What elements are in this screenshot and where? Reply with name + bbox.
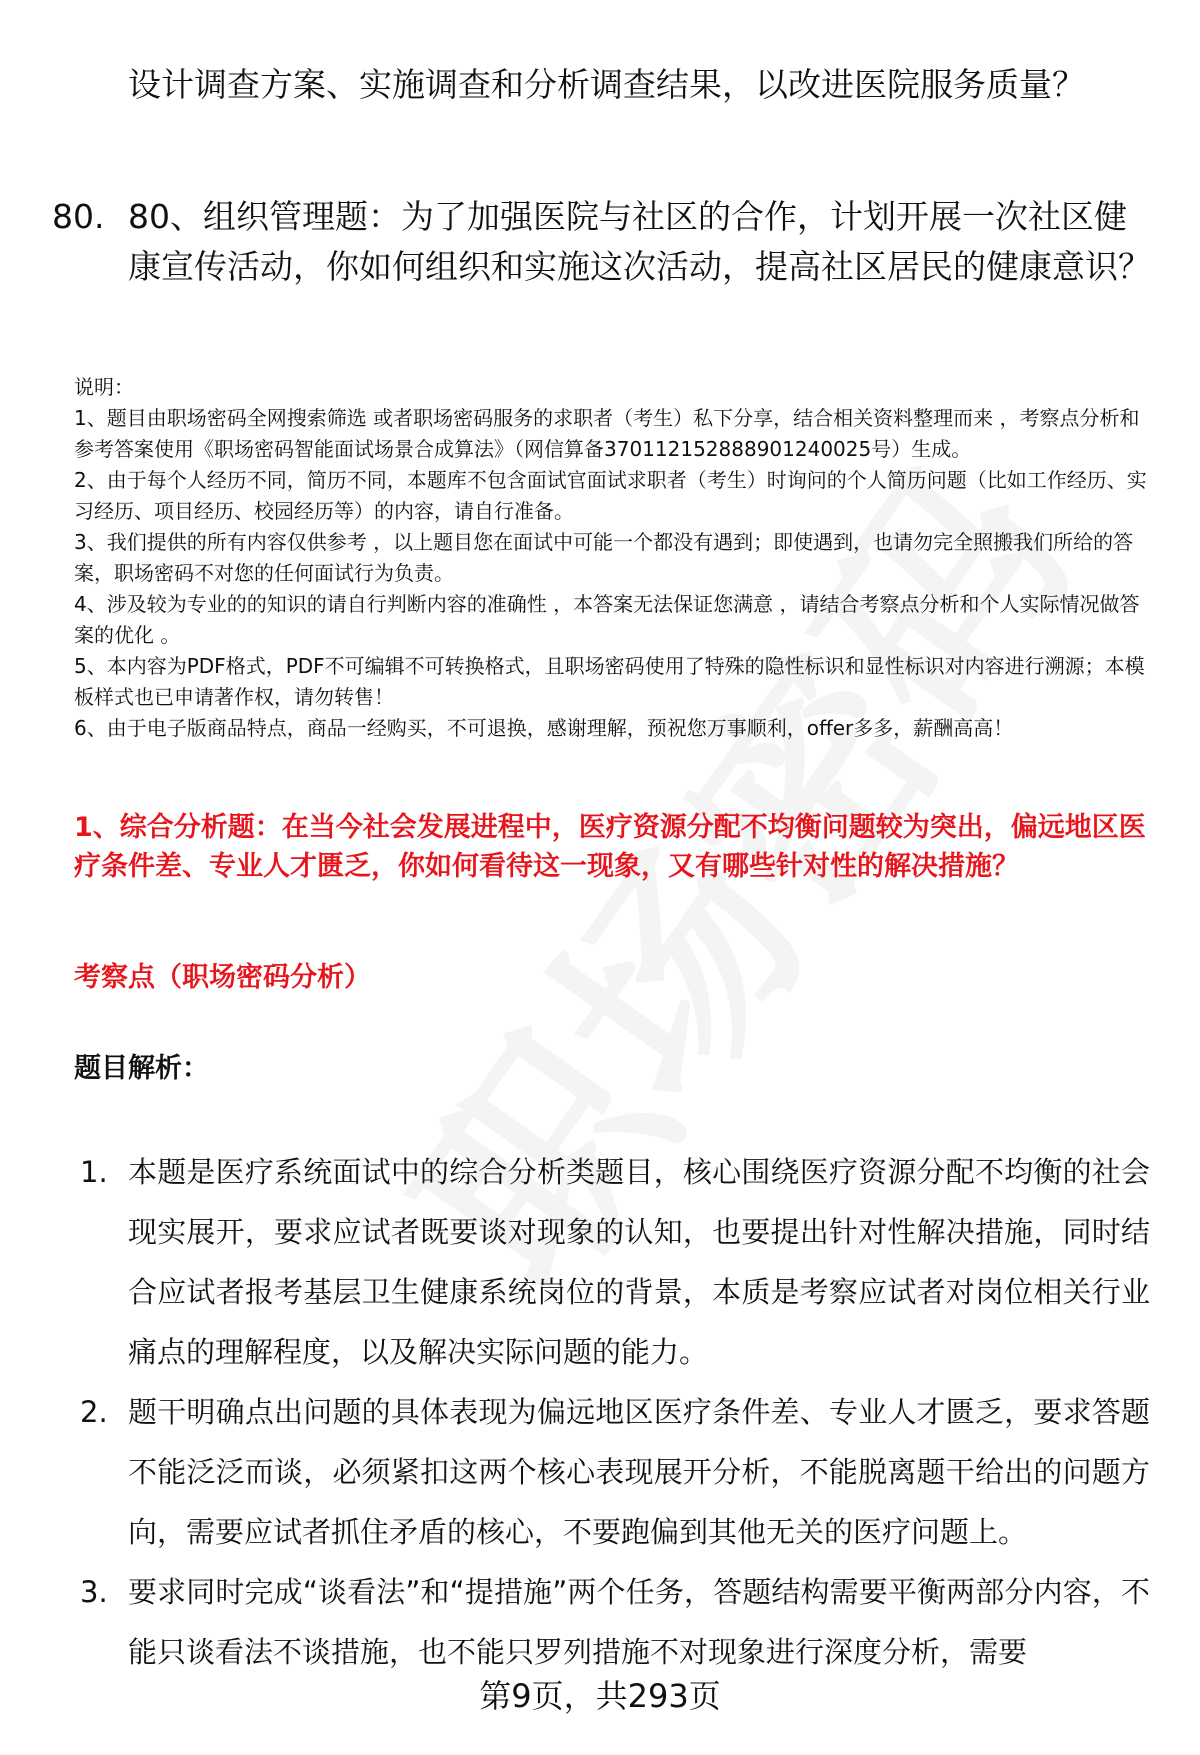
analysis-label: 题目解析：: [74, 1053, 209, 1084]
note-item: 2、由于每个人经历不同，简历不同，本题库不包含面试官面试求职者（考生）时询问的个人简历问题（比如工作经历、实习经历、项目经历、校园经历等）的内容，请自行准备。: [74, 468, 1147, 523]
note-item: 4、涉及较为专业的的知识的请自行判断内容的准确性 ，本答案无法保证您满意 ，请结合考察点分析和个人实际情况做答案的优化 。: [74, 592, 1140, 647]
note-item: 1、题目由职场密码全网搜索筛选 或者职场密码服务的求职者（考生）私下分享，结合相关资料整理而来 ，考察点分析和参考答案使用《职场密码智能面试场景合成算法》（网信算备370112152888901240025号）生成。: [74, 406, 1140, 461]
note-item: 5、本内容为PDF格式，PDF不可编辑不可转换格式，且职场密码使用了特殊的隐性标识和显性标识对内容进行溯源；本模板样式也已申请著作权，请勿转售！: [74, 654, 1145, 709]
analysis-item: [80, 1562, 1150, 1682]
exam-point-label: 考察点（职场密码分析）: [74, 962, 371, 993]
question-79-tail: 设计调查方案、实施调查和分析调查结果，以改进医院服务质量？: [128, 65, 1085, 104]
note-item: 3、我们提供的所有内容仅供参考 ，以上题目您在面试中可能一个都没有遇到；即使遇到，也请勿完全照搬我们所给的答案，职场密码不对您的任何面试行为负责。: [74, 530, 1134, 585]
page-footer: 第9页，共293页: [479, 1677, 721, 1715]
analysis-list: [80, 1142, 1150, 1682]
analysis-item-number: 1.: [80, 1155, 108, 1189]
analysis-item-text: 要求同时完成“谈看法”和“提措施”两个任务，答题结构需要平衡两部分内容，不能只谈看法不谈措施，也不能只罗列措施不对现象进行深度分析，需要: [128, 1575, 1150, 1669]
notes-block: [74, 372, 1154, 744]
question-1-heading: 1、综合分析题：在当今社会发展进程中，医疗资源分配不均衡问题较为突出，偏远地区医疗条件差、专业人才匮乏，你如何看待这一现象，又有哪些针对性的解决措施？: [74, 812, 1146, 882]
note-item: 6、由于电子版商品特点，商品一经购买，不可退换，感谢理解，预祝您万事顺利，offer多多，薪酬高高！: [74, 716, 1014, 740]
analysis-item: [80, 1142, 1150, 1382]
analysis-item-text: 题干明确点出问题的具体表现为偏远地区医疗条件差、专业人才匮乏，要求答题不能泛泛而谈，必须紧扣这两个核心表现展开分析，不能脱离题干给出的问题方向，需要应试者抓住矛盾的核心，不要跑偏到其他无关的医疗问题上。: [128, 1395, 1150, 1549]
analysis-item: [80, 1382, 1150, 1562]
analysis-item-number: 3.: [80, 1575, 108, 1609]
analysis-item-number: 2.: [80, 1395, 108, 1429]
question-80-text: 80、组织管理题：为了加强医院与社区的合作，计划开展一次社区健康宣传活动，你如何组织和实施这次活动，提高社区居民的健康意识？: [128, 197, 1151, 286]
question-80-number: 80.: [52, 197, 105, 236]
notes-title: 说明：: [74, 375, 134, 399]
analysis-item-text: 本题是医疗系统面试中的综合分析类题目，核心围绕医疗资源分配不均衡的社会现实展开，要求应试者既要谈对现象的认知，也要提出针对性解决措施，同时结合应试者报考基层卫生健康系统岗位的背景，本质是考察应试者对岗位相关行业痛点的理解程度，以及解决实际问题的能力。: [128, 1155, 1150, 1369]
